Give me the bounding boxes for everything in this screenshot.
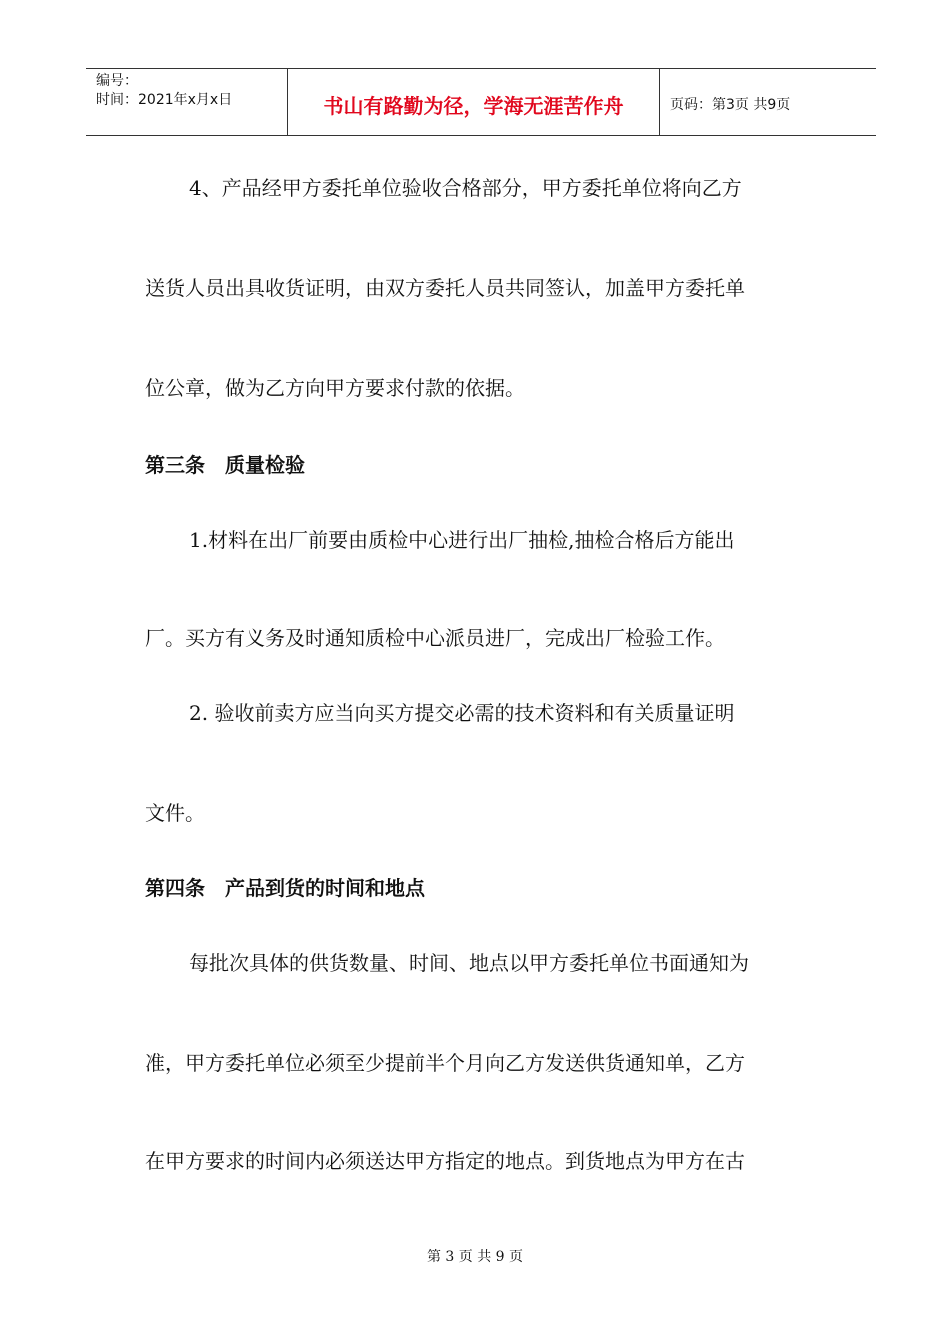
body-line: 1.材料在出厂前要由质检中心进行出厂抽检,抽检合格后方能出: [189, 528, 735, 552]
body-line: 每批次具体的供货数量、时间、地点以甲方委托单位书面通知为: [189, 951, 749, 975]
section-heading: 第四条 产品到货的时间和地点: [145, 876, 425, 900]
header-meta: [86, 69, 288, 135]
body-line: 准，甲方委托单位必须至少提前半个月向乙方发送供货通知单，乙方: [145, 1051, 745, 1075]
page-header: [86, 68, 876, 136]
document-date-label: 时间：2021年x月x日: [96, 92, 233, 108]
body-line: 2. 验收前卖方应当向买方提交必需的技术资料和有关质量证明: [189, 701, 735, 725]
section-heading: 第三条 质量检验: [145, 453, 305, 477]
body-line: 文件。: [145, 801, 205, 825]
body-line: 位公章，做为乙方向甲方要求付款的依据。: [145, 376, 525, 400]
header-page-number: 页码：第3页 共9页: [670, 97, 791, 113]
header-motto: 书山有路勤为径，学海无涯苦作舟: [288, 69, 660, 135]
body-line: 送货人员出具收货证明，由双方委托人员共同签认，加盖甲方委托单: [145, 276, 745, 300]
document-number-label: 编号：: [96, 73, 138, 89]
page-footer: 第 3 页 共 9 页: [426, 1249, 524, 1265]
body-line: 在甲方要求的时间内必须送达甲方指定的地点。到货地点为甲方在古: [145, 1149, 745, 1173]
body-line: 厂。买方有义务及时通知质检中心派员进厂，完成出厂检验工作。: [145, 626, 725, 650]
body-line: 4、产品经甲方委托单位验收合格部分，甲方委托单位将向乙方: [189, 176, 742, 200]
